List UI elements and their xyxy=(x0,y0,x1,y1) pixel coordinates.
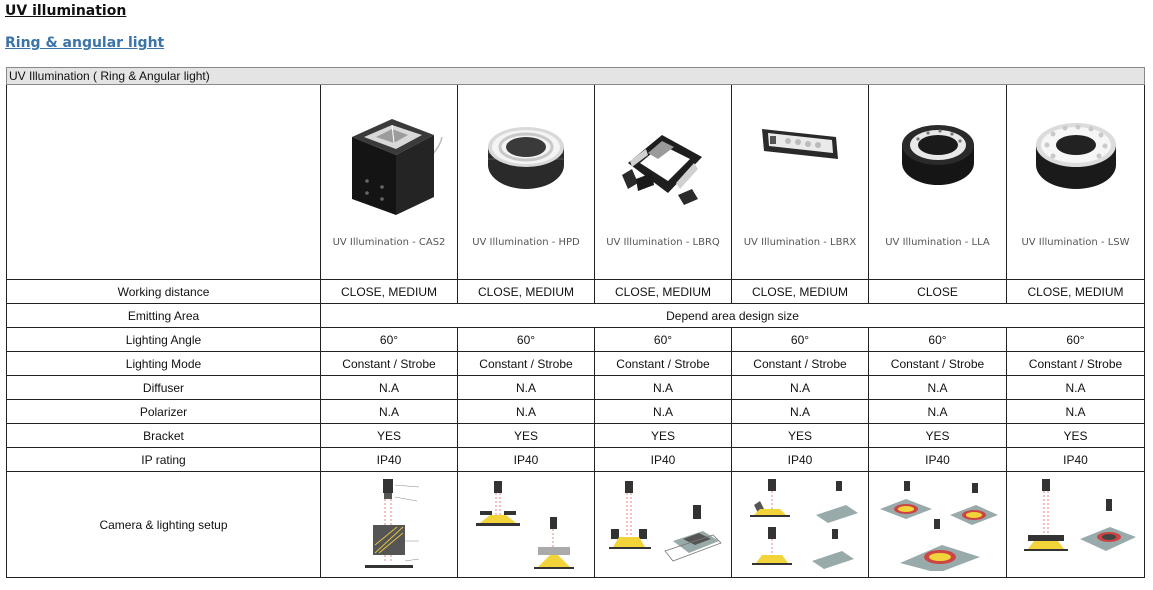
cell-value: YES xyxy=(732,424,869,448)
spec-table-container xyxy=(6,67,1144,578)
lbrq-product-icon xyxy=(618,125,708,207)
cell-value: N.A xyxy=(458,400,595,424)
cell-value: IP40 xyxy=(595,448,732,472)
setup-diagram-cell xyxy=(595,472,732,578)
setup-diagram-cell xyxy=(1007,472,1145,578)
cell-value: N.A xyxy=(1007,376,1145,400)
page-title: UV illumination xyxy=(5,3,127,19)
table-row xyxy=(7,424,1145,448)
cell-value: IP40 xyxy=(321,448,458,472)
product-name: UV Illumination - LBRX xyxy=(743,237,857,248)
cell-value: YES xyxy=(458,424,595,448)
setup-diagram-cell xyxy=(321,472,458,578)
product-name: UV Illumination - CAS2 xyxy=(332,237,446,248)
cell-value: YES xyxy=(321,424,458,448)
cell-value: Constant / Strobe xyxy=(869,352,1007,376)
cell-value: YES xyxy=(595,424,732,448)
row-label: Polarizer xyxy=(7,400,321,424)
row-label: Lighting Mode xyxy=(7,352,321,376)
product-cell xyxy=(1007,85,1145,280)
cell-value: 60° xyxy=(1007,328,1145,352)
cell-value: Depend area design size xyxy=(321,304,1145,328)
cell-value: CLOSE, MEDIUM xyxy=(321,280,458,304)
cell-value: N.A xyxy=(869,400,1007,424)
row-label: Working distance xyxy=(7,280,321,304)
cell-value: IP40 xyxy=(732,448,869,472)
row-label: Lighting Angle xyxy=(7,328,321,352)
cell-value: N.A xyxy=(869,376,1007,400)
lsw-product-icon xyxy=(1033,121,1119,193)
cell-value: Constant / Strobe xyxy=(732,352,869,376)
camera-lighting-diagram-icon xyxy=(339,475,439,571)
camera-lighting-diagram-icon xyxy=(603,475,723,571)
product-name: UV Illumination - LBRQ xyxy=(606,237,720,248)
cell-value: YES xyxy=(869,424,1007,448)
cell-value: CLOSE, MEDIUM xyxy=(458,280,595,304)
product-cell xyxy=(732,85,869,280)
cell-value: N.A xyxy=(1007,400,1145,424)
row-label: Camera & lighting setup xyxy=(7,472,321,578)
cell-value: Constant / Strobe xyxy=(595,352,732,376)
row-label: Bracket xyxy=(7,424,321,448)
cell-value: CLOSE xyxy=(869,280,1007,304)
product-cell xyxy=(321,85,458,280)
hpd-product-icon xyxy=(486,125,566,195)
row-label: Emitting Area xyxy=(7,304,321,328)
cell-value: N.A xyxy=(595,376,732,400)
lbrx-product-icon xyxy=(760,123,840,165)
empty-header-cell xyxy=(7,85,321,280)
setup-diagram-cell xyxy=(458,472,595,578)
camera-lighting-diagram-icon xyxy=(740,475,860,571)
cell-value: 60° xyxy=(732,328,869,352)
table-row xyxy=(7,328,1145,352)
product-cell xyxy=(458,85,595,280)
table-row xyxy=(7,376,1145,400)
table-row xyxy=(7,304,1145,328)
cell-value: N.A xyxy=(321,400,458,424)
setup-diagram-cell xyxy=(869,472,1007,578)
cell-value: N.A xyxy=(321,376,458,400)
cell-value: YES xyxy=(1007,424,1145,448)
spec-table xyxy=(6,67,1145,578)
cell-value: Constant / Strobe xyxy=(321,352,458,376)
cell-value: CLOSE, MEDIUM xyxy=(595,280,732,304)
section-link[interactable]: Ring & angular light xyxy=(5,35,165,51)
lla-product-icon xyxy=(898,123,978,189)
product-cell xyxy=(595,85,732,280)
camera-lighting-diagram-icon xyxy=(466,475,586,571)
product-name: UV Illumination - LLA xyxy=(885,237,990,248)
setup-diagram-cell xyxy=(732,472,869,578)
cas2-product-icon xyxy=(334,107,444,222)
cell-value: N.A xyxy=(732,376,869,400)
cell-value: Constant / Strobe xyxy=(458,352,595,376)
row-label: Diffuser xyxy=(7,376,321,400)
row-label: IP rating xyxy=(7,448,321,472)
camera-lighting-diagram-icon xyxy=(876,475,1000,571)
product-name: UV Illumination - HPD xyxy=(472,237,580,248)
cell-value: CLOSE, MEDIUM xyxy=(732,280,869,304)
cell-value: N.A xyxy=(458,376,595,400)
cell-value: Constant / Strobe xyxy=(1007,352,1145,376)
product-cell xyxy=(869,85,1007,280)
product-row xyxy=(7,85,1145,280)
cell-value: N.A xyxy=(595,400,732,424)
product-name: UV Illumination - LSW xyxy=(1021,237,1130,248)
cell-value: IP40 xyxy=(1007,448,1145,472)
cell-value: IP40 xyxy=(869,448,1007,472)
table-row xyxy=(7,448,1145,472)
table-row xyxy=(7,400,1145,424)
table-row xyxy=(7,352,1145,376)
cell-value: 60° xyxy=(869,328,1007,352)
table-caption: UV Illumination ( Ring & Angular light) xyxy=(7,68,1145,85)
cell-value: 60° xyxy=(458,328,595,352)
cell-value: CLOSE, MEDIUM xyxy=(1007,280,1145,304)
cell-value: 60° xyxy=(595,328,732,352)
camera-lighting-diagram-icon xyxy=(1014,475,1138,571)
cell-value: N.A xyxy=(732,400,869,424)
cell-value: IP40 xyxy=(458,448,595,472)
table-row xyxy=(7,472,1145,578)
table-row xyxy=(7,280,1145,304)
cell-value: 60° xyxy=(321,328,458,352)
